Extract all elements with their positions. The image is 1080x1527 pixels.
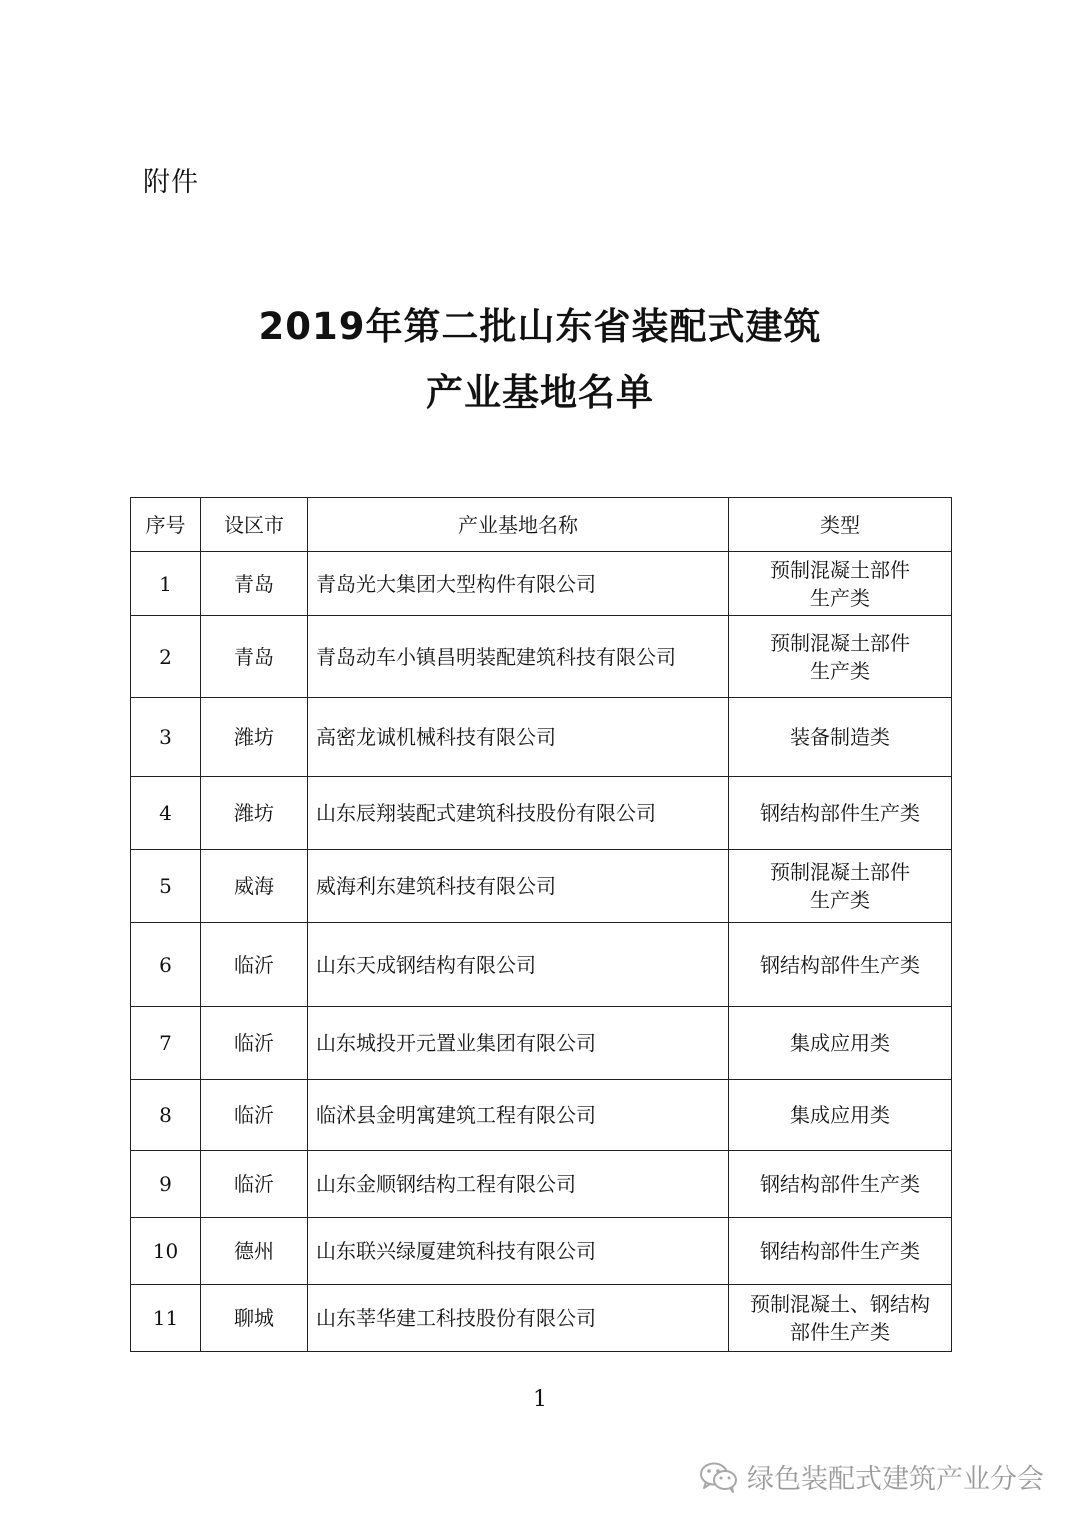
cell-base-name: 青岛光大集团大型构件有限公司 (308, 552, 729, 616)
column-header-base-name: 产业基地名称 (308, 498, 729, 552)
cell-base-name: 山东金顺钢结构工程有限公司 (308, 1151, 729, 1218)
document-title-line2: 产业基地名单 (426, 371, 654, 414)
wechat-icon (699, 1461, 739, 1493)
cell-type: 钢结构部件生产类 (729, 1151, 952, 1218)
table-row (131, 698, 952, 777)
type-line1: 预制混凝土部件 (770, 860, 910, 884)
cell-base-name: 山东莘华建工科技股份有限公司 (308, 1285, 729, 1352)
table-header-row (131, 498, 952, 552)
cell-city: 临沂 (201, 923, 308, 1007)
watermark (699, 1457, 1044, 1496)
table-row (131, 923, 952, 1007)
cell-base-name: 临沭县金明寓建筑工程有限公司 (308, 1080, 729, 1151)
cell-number: 1 (131, 552, 201, 616)
cell-type: 装备制造类 (729, 698, 952, 777)
page-number: 1 (533, 1387, 547, 1412)
type-line1: 预制混凝土部件 (770, 557, 910, 582)
cell-number: 11 (131, 1285, 201, 1352)
cell-base-name: 青岛动车小镇昌明装配建筑科技有限公司 (308, 616, 729, 698)
table-row (131, 1151, 952, 1218)
type-line2: 生产类 (810, 888, 870, 912)
cell-number: 6 (131, 923, 201, 1007)
table-row (131, 552, 952, 616)
industry-base-table (130, 497, 952, 1352)
cell-type: 钢结构部件生产类 (729, 1218, 952, 1285)
type-line1: 预制混凝土、钢结构 (750, 1292, 930, 1316)
cell-city: 威海 (201, 850, 308, 923)
cell-city: 青岛 (201, 552, 308, 616)
column-header-city: 设区市 (201, 498, 308, 552)
cell-city: 德州 (201, 1218, 308, 1285)
attachment-label: 附件 (143, 167, 199, 198)
cell-city: 临沂 (201, 1151, 308, 1218)
watermark-text: 绿色装配式建筑产业分会 (747, 1464, 1044, 1495)
cell-city: 临沂 (201, 1007, 308, 1080)
cell-number: 2 (131, 616, 201, 698)
cell-number: 7 (131, 1007, 201, 1080)
table-row (131, 850, 952, 923)
cell-base-name: 山东天成钢结构有限公司 (308, 923, 729, 1007)
cell-city: 潍坊 (201, 777, 308, 850)
type-line2: 部件生产类 (790, 1320, 890, 1344)
cell-number: 3 (131, 698, 201, 777)
table-row (131, 777, 952, 850)
table-row (131, 1080, 952, 1151)
column-header-number: 序号 (131, 498, 201, 552)
cell-base-name: 威海利东建筑科技有限公司 (308, 850, 729, 923)
cell-number: 10 (131, 1218, 201, 1285)
cell-type: 集成应用类 (729, 1080, 952, 1151)
cell-type: 钢结构部件生产类 (729, 777, 952, 850)
cell-type: 集成应用类 (729, 1007, 952, 1080)
cell-number: 8 (131, 1080, 201, 1151)
cell-city: 青岛 (201, 616, 308, 698)
cell-base-name: 山东辰翔装配式建筑科技股份有限公司 (308, 777, 729, 850)
cell-base-name: 高密龙诚机械科技有限公司 (308, 698, 729, 777)
cell-city: 潍坊 (201, 698, 308, 777)
cell-base-name: 山东城投开元置业集团有限公司 (308, 1007, 729, 1080)
cell-number: 5 (131, 850, 201, 923)
type-line2: 生产类 (810, 658, 870, 683)
column-header-type: 类型 (729, 498, 952, 552)
type-line1: 预制混凝土部件 (770, 630, 910, 655)
table-row (131, 616, 952, 698)
cell-type (729, 616, 952, 698)
cell-type (729, 552, 952, 616)
cell-base-name: 山东联兴绿厦建筑科技有限公司 (308, 1218, 729, 1285)
cell-type: 钢结构部件生产类 (729, 923, 952, 1007)
cell-city: 临沂 (201, 1080, 308, 1151)
cell-number: 9 (131, 1151, 201, 1218)
cell-type (729, 850, 952, 923)
cell-number: 4 (131, 777, 201, 850)
table-row (131, 1218, 952, 1285)
cell-type (729, 1285, 952, 1352)
type-line2: 生产类 (810, 585, 870, 610)
table-row (131, 1285, 952, 1352)
cell-city: 聊城 (201, 1285, 308, 1352)
table-row (131, 1007, 952, 1080)
document-title-line1: 2019年第二批山东省装配式建筑 (258, 305, 822, 348)
